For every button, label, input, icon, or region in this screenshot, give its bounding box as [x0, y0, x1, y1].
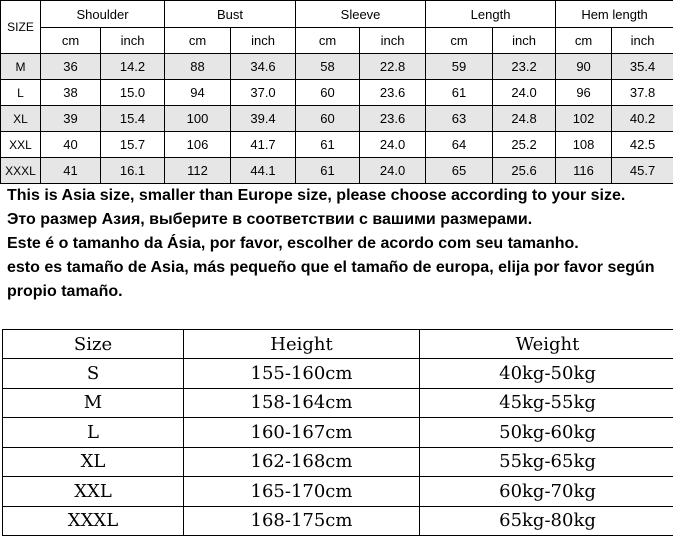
table-cell: 60 [296, 106, 360, 132]
weight-cell: 45kg-55kg [420, 388, 673, 418]
unit-header-inch: inch [493, 28, 556, 54]
row-size-label: M [1, 54, 41, 80]
table-cell: 39 [41, 106, 101, 132]
size-cell: XXXL [3, 506, 184, 536]
measurement-size-chart [0, 0, 673, 184]
unit-header-inch: inch [360, 28, 426, 54]
table-cell: 24.8 [493, 106, 556, 132]
table-cell: 15.0 [101, 80, 165, 106]
table-cell: 116 [556, 158, 612, 184]
table-row [3, 388, 673, 418]
chart2-header-row [3, 330, 673, 359]
size-cell: XL [3, 447, 184, 477]
table-cell: 112 [165, 158, 231, 184]
table-cell: 100 [165, 106, 231, 132]
table-cell: 88 [165, 54, 231, 80]
table-cell: 60 [296, 80, 360, 106]
group-header-bust: Bust [165, 1, 296, 28]
table-cell: 90 [556, 54, 612, 80]
unit-header-inch: inch [101, 28, 165, 54]
table-row [3, 506, 673, 536]
table-row [1, 106, 673, 132]
height-weight-size-chart [2, 329, 673, 536]
table-cell: 41 [41, 158, 101, 184]
table-row [3, 477, 673, 507]
table-cell: 39.4 [231, 106, 296, 132]
table-cell: 61 [296, 158, 360, 184]
note-spanish: esto es tamaño de Asia, más pequeño que el tamaño de europa, elija por favor según propio tamaño. [7, 259, 655, 300]
table-cell: 25.6 [493, 158, 556, 184]
table-cell: 23.6 [360, 80, 426, 106]
weight-cell: 55kg-65kg [420, 447, 673, 477]
table-cell: 40.2 [612, 106, 673, 132]
unit-header-cm: cm [41, 28, 101, 54]
table-cell: 59 [426, 54, 493, 80]
table-row [1, 54, 673, 80]
note-english: This is Asia size, smaller than Europe size, please choose according to your size. [7, 187, 626, 204]
row-size-label: XXXL [1, 158, 41, 184]
table-cell: 25.2 [493, 132, 556, 158]
row-size-label: XXL [1, 132, 41, 158]
table-cell: 41.7 [231, 132, 296, 158]
table-cell: 35.4 [612, 54, 673, 80]
size-cell: M [3, 388, 184, 418]
height-cell: 158-164cm [184, 388, 420, 418]
height-cell: 162-168cm [184, 447, 420, 477]
unit-header-inch: inch [231, 28, 296, 54]
unit-header-inch: inch [612, 28, 673, 54]
table-cell: 108 [556, 132, 612, 158]
group-header-hem-length: Hem length [556, 1, 673, 28]
table-cell: 40 [41, 132, 101, 158]
note-portuguese: Este é o tamanho da Ásia, por favor, escolher de acordo com seu tamanho. [7, 235, 579, 252]
table-cell: 96 [556, 80, 612, 106]
table-cell: 38 [41, 80, 101, 106]
table-row [3, 418, 673, 448]
height-cell: 160-167cm [184, 418, 420, 448]
height-cell: 155-160cm [184, 359, 420, 389]
group-header-sleeve: Sleeve [296, 1, 426, 28]
table-cell: 42.5 [612, 132, 673, 158]
table-cell: 61 [296, 132, 360, 158]
table-cell: 15.7 [101, 132, 165, 158]
table-cell: 14.2 [101, 54, 165, 80]
row-size-label: L [1, 80, 41, 106]
chart1-group-header-row [1, 1, 673, 28]
table-cell: 23.6 [360, 106, 426, 132]
height-cell: 168-175cm [184, 506, 420, 536]
height-cell: 165-170cm [184, 477, 420, 507]
table-cell: 65 [426, 158, 493, 184]
table-cell: 23.2 [493, 54, 556, 80]
row-size-label: XL [1, 106, 41, 132]
column-header-weight: Weight [420, 330, 673, 359]
table-cell: 63 [426, 106, 493, 132]
weight-cell: 50kg-60kg [420, 418, 673, 448]
table-cell: 24.0 [360, 132, 426, 158]
table-row [3, 359, 673, 389]
size-cell: S [3, 359, 184, 389]
unit-header-cm: cm [426, 28, 493, 54]
size-cell: L [3, 418, 184, 448]
group-header-shoulder: Shoulder [41, 1, 165, 28]
table-cell: 36 [41, 54, 101, 80]
weight-cell: 40kg-50kg [420, 359, 673, 389]
table-row [1, 158, 673, 184]
table-cell: 24.0 [493, 80, 556, 106]
table-cell: 106 [165, 132, 231, 158]
unit-header-cm: cm [296, 28, 360, 54]
table-row [1, 132, 673, 158]
table-cell: 44.1 [231, 158, 296, 184]
size-cell: XXL [3, 477, 184, 507]
table-cell: 37.8 [612, 80, 673, 106]
table-cell: 24.0 [360, 158, 426, 184]
table-cell: 34.6 [231, 54, 296, 80]
group-header-length: Length [426, 1, 556, 28]
unit-header-cm: cm [556, 28, 612, 54]
table-cell: 61 [426, 80, 493, 106]
weight-cell: 65kg-80kg [420, 506, 673, 536]
table-cell: 22.8 [360, 54, 426, 80]
table-cell: 16.1 [101, 158, 165, 184]
note-russian: Это размер Азия, выберите в соответствии с вашими размерами. [7, 211, 533, 228]
chart1-unit-header-row [1, 28, 673, 54]
table-cell: 64 [426, 132, 493, 158]
weight-cell: 60kg-70kg [420, 477, 673, 507]
size-corner-header: SIZE [1, 1, 41, 54]
table-row [1, 80, 673, 106]
table-cell: 102 [556, 106, 612, 132]
table-cell: 45.7 [612, 158, 673, 184]
unit-header-cm: cm [165, 28, 231, 54]
table-row [3, 447, 673, 477]
table-cell: 94 [165, 80, 231, 106]
table-cell: 37.0 [231, 80, 296, 106]
size-notes [7, 184, 669, 304]
table-cell: 58 [296, 54, 360, 80]
table-cell: 15.4 [101, 106, 165, 132]
column-header-height: Height [184, 330, 420, 359]
column-header-size: Size [3, 330, 184, 359]
